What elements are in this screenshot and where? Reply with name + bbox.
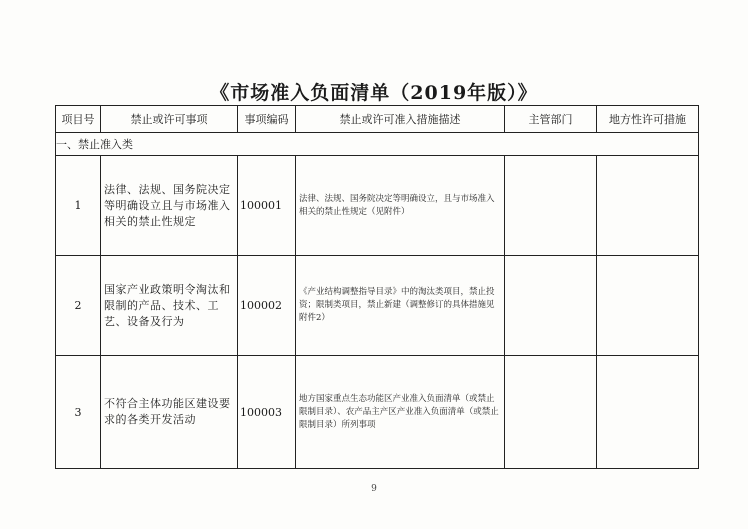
page-number: 9 [371,484,377,494]
negative-list-table [55,105,699,469]
header-measures: 禁止或许可准入措施描述 [296,106,505,133]
item-local-measures [597,256,699,356]
item-no: 3 [56,356,101,469]
item-no: 1 [56,156,101,256]
item-authority [505,156,597,256]
item-description: 《产业结构调整指导目录》中的淘汰类项目，禁止投资；限制类项目，禁止新建（调整修订的具体措施见附件2） [296,256,505,356]
category-label: 一、禁止准入类 [56,133,699,156]
item-authority [505,356,597,469]
item-code: 100002 [238,256,296,356]
table-row [56,356,699,469]
header-local-measures: 地方性许可措施 [597,106,699,133]
item-description: 地方国家重点生态功能区产业准入负面清单（或禁止限制目录）、农产品主产区产业准入负面清单（或禁止限制目录）所列事项 [296,356,505,469]
item-local-measures [597,356,699,469]
item-code: 100001 [238,156,296,256]
item-code: 100003 [238,356,296,469]
item-local-measures [597,156,699,256]
header-item-code: 事项编码 [238,106,296,133]
table-row [56,256,699,356]
header-item-no: 项目号 [56,106,101,133]
category-row [56,133,699,156]
item-name: 法律、法规、国务院决定等明确设立且与市场准入相关的禁止性规定 [101,156,238,256]
header-item-name: 禁止或许可事项 [101,106,238,133]
item-authority [505,256,597,356]
item-name: 国家产业政策明令淘汰和限制的产品、技术、工艺、设备及行为 [101,256,238,356]
document-title: 《市场准入负面清单（2019年版）》 [210,82,538,104]
table-row [56,156,699,256]
item-no: 2 [56,256,101,356]
header-row [56,106,699,133]
item-description: 法律、法规、国务院决定等明确设立，且与市场准入相关的禁止性规定（见附件） [296,156,505,256]
header-authority: 主管部门 [505,106,597,133]
item-name: 不符合主体功能区建设要求的各类开发活动 [101,356,238,469]
